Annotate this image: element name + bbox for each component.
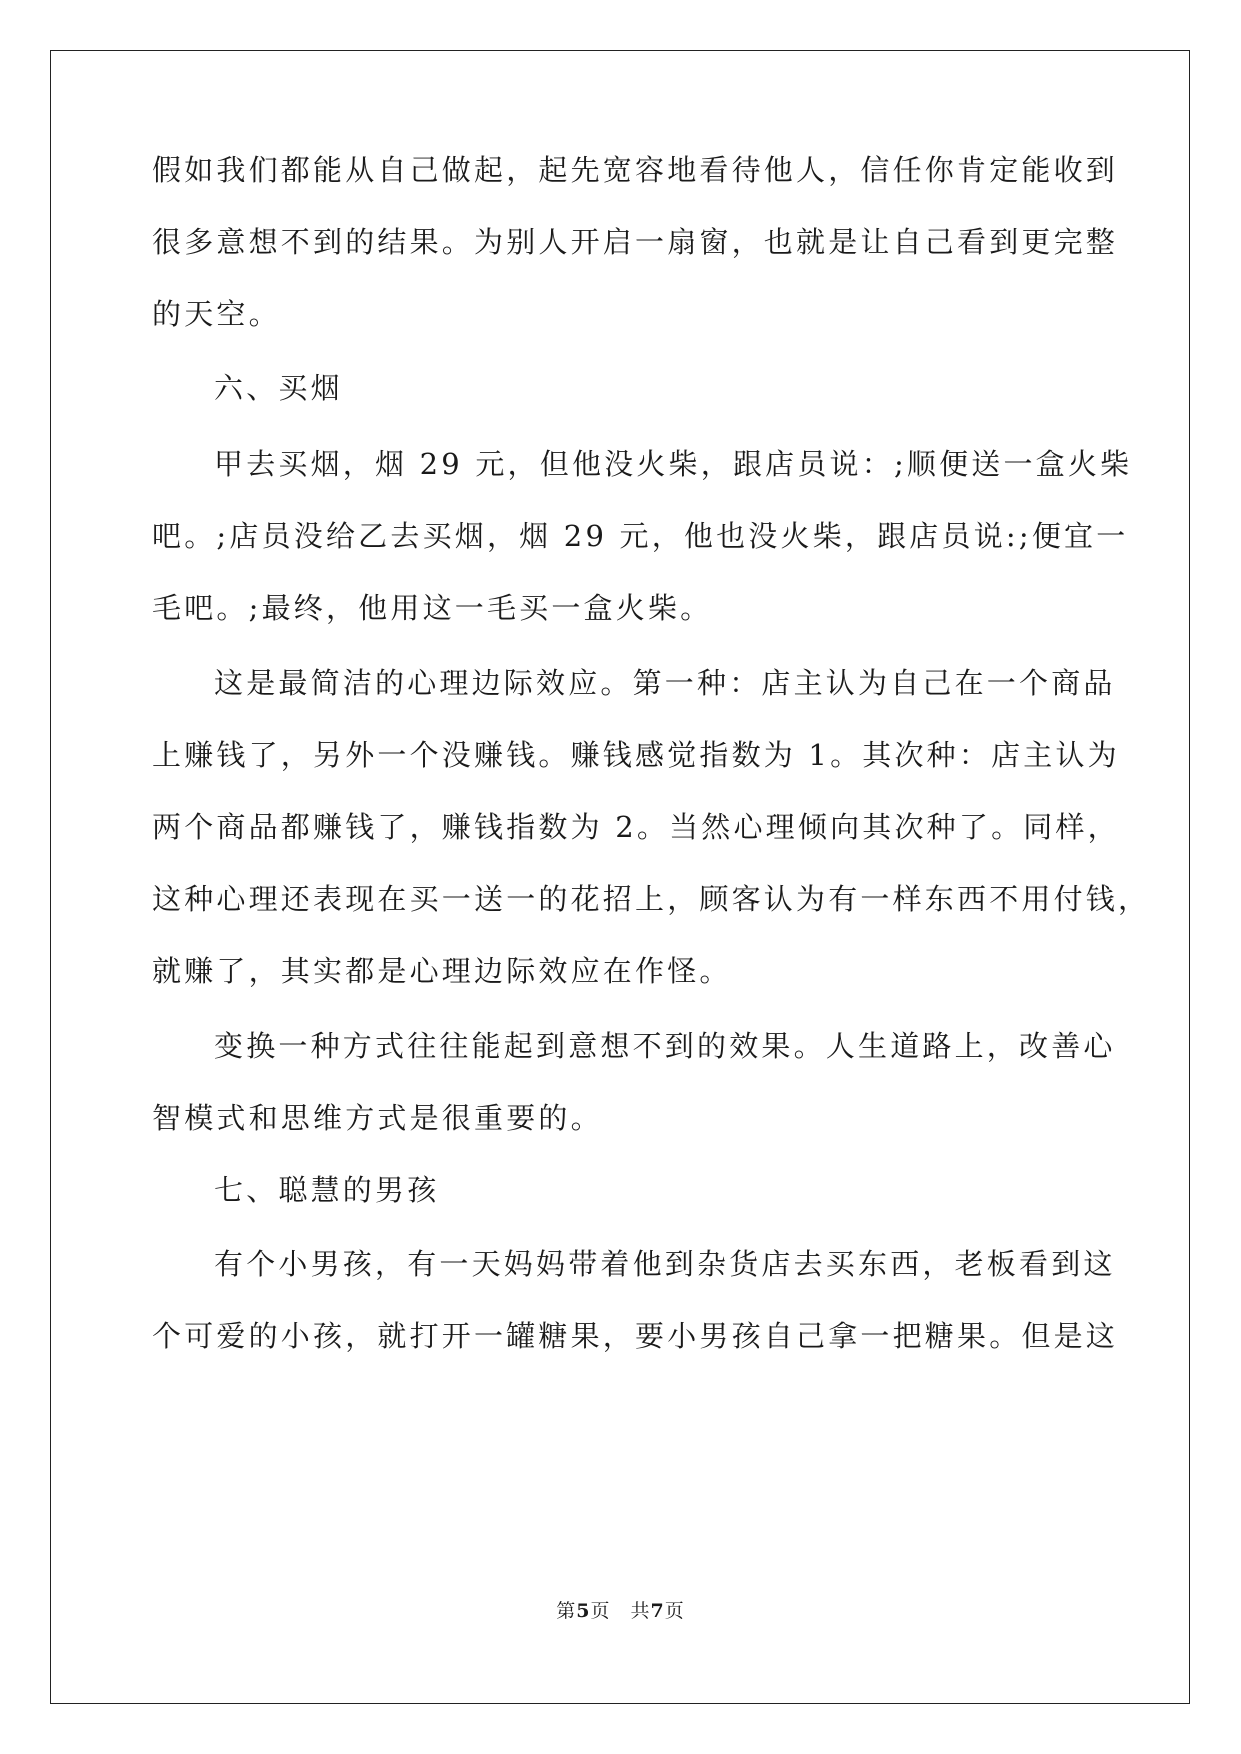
paragraph-line: 这是最简洁的心理边际效应。第一种：店主认为自己在一个商品 [214, 666, 1116, 700]
total-page-number: 7 [650, 1600, 665, 1622]
paragraph-line: 很多意想不到的结果。为别人开启一扇窗，也就是让自己看到更完整 [152, 225, 1119, 259]
paragraph-line: 就赚了，其实都是心理边际效应在作怪。 [152, 954, 732, 988]
paragraph-line: 假如我们都能从自己做起，起先宽容地看待他人，信任你肯定能收到 [152, 153, 1119, 187]
paragraph-line: 变换一种方式往往能起到意想不到的效果。人生道路上，改善心 [214, 1029, 1116, 1063]
paragraph-line: 有个小男孩，有一天妈妈带着他到杂货店去买东西，老板看到这 [214, 1247, 1116, 1281]
paragraph-line: 两个商品都赚钱了，赚钱指数为 2。当然心理倾向其次种了。同样， [152, 810, 1120, 844]
paragraph-line: 上赚钱了，另外一个没赚钱。赚钱感觉指数为 1。其次种：店主认为 [152, 738, 1120, 772]
paragraph-line: 甲去买烟，烟 29 元，但他没火柴，跟店员说：;顺便送一盒火柴 [214, 447, 1133, 481]
page-label-suffix: 页 [664, 1600, 685, 1622]
page-label-prefix: 第 [556, 1600, 577, 1622]
page-footer [0, 1599, 1241, 1623]
section-heading: 七、聪慧的男孩 [214, 1173, 440, 1207]
current-page-number: 5 [576, 1600, 591, 1622]
paragraph-line: 的天空。 [152, 297, 281, 331]
section-heading: 六、买烟 [214, 371, 343, 405]
paragraph-line: 个可爱的小孩，就打开一罐糖果，要小男孩自己拿一把糖果。但是这 [152, 1319, 1119, 1353]
paragraph-line: 吧。;店员没给乙去买烟，烟 29 元，他也没火柴，跟店员说:;便宜一 [152, 519, 1129, 553]
page-label-mid: 页 共 [590, 1600, 651, 1622]
paragraph-line: 这种心理还表现在买一送一的花招上，顾客认为有一样东西不用付钱， [152, 882, 1151, 916]
paragraph-line: 毛吧。;最终，他用这一毛买一盒火柴。 [152, 591, 713, 625]
paragraph-line: 智模式和思维方式是很重要的。 [152, 1101, 603, 1135]
